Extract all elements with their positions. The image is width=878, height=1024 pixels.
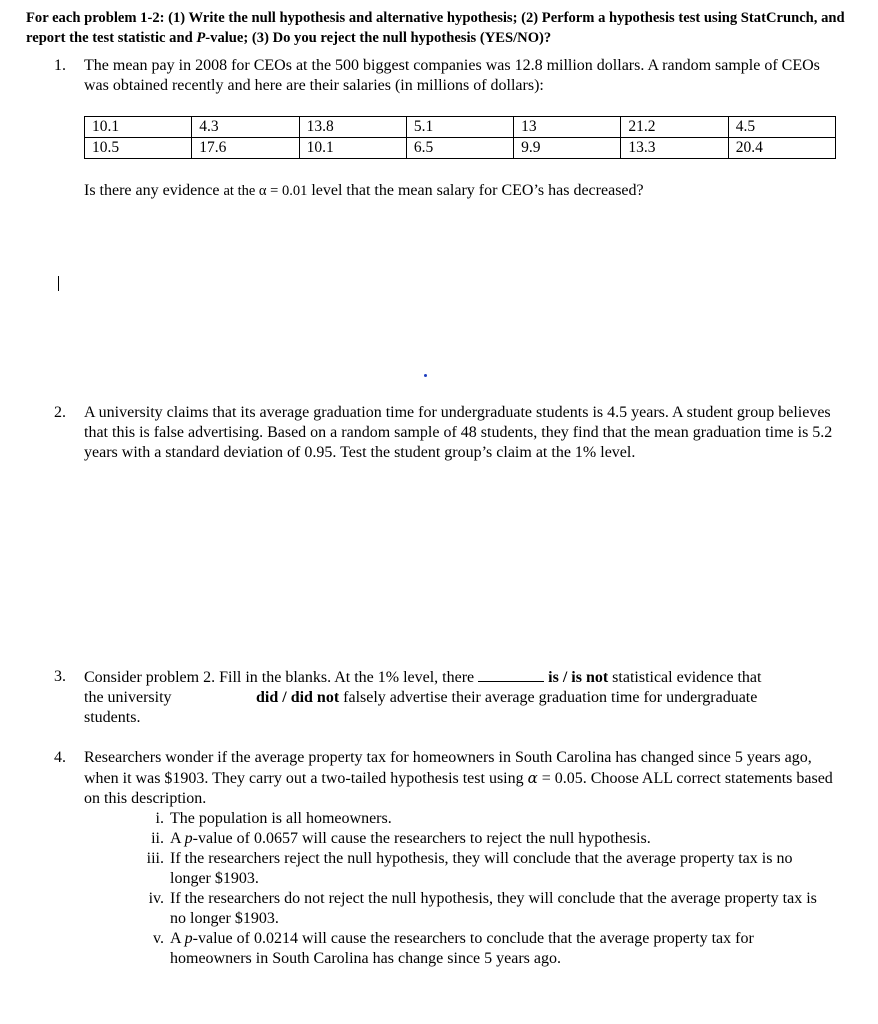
option-p-italic: p — [184, 930, 193, 947]
table-cell: 13.3 — [621, 138, 728, 159]
option-text: The population is all homeowners. — [170, 810, 392, 827]
option-numeral: iv. — [148, 890, 164, 907]
q3-line-1 — [84, 667, 834, 688]
question-number: 2. — [54, 404, 66, 421]
option-numeral: v. — [153, 930, 164, 947]
option-p-italic: p — [184, 830, 193, 847]
q3-text: falsely advertise their average graduation time for undergraduate — [339, 689, 758, 706]
table-cell: 10.1 — [85, 117, 192, 138]
list-item — [54, 829, 834, 849]
prompt-part: level that the mean salary for CEO’s has decreased? — [307, 182, 644, 199]
table-cell: 13.8 — [299, 117, 406, 138]
option-text: If the researchers reject the null hypothesis, they will conclude that the average property tax is no longer $1903. — [170, 850, 793, 887]
table-cell: 20.4 — [728, 138, 835, 159]
table-cell: 4.5 — [728, 117, 835, 138]
question-number: 1. — [54, 57, 66, 74]
option-text: -value of 0.0657 will cause the researchers to reject the null hypothesis. — [192, 830, 651, 847]
list-item — [54, 889, 834, 929]
question-number: 4. — [54, 749, 66, 766]
table-cell: 10.5 — [85, 138, 192, 159]
question-4-text — [84, 748, 834, 809]
instructions — [26, 8, 846, 48]
question-3-text — [84, 667, 834, 728]
question-4 — [54, 748, 834, 969]
table-row — [85, 138, 836, 159]
table-cell: 10.1 — [299, 138, 406, 159]
question-2 — [54, 403, 834, 463]
list-item — [54, 849, 834, 889]
option-text: If the researchers do not reject the null hypothesis, they will conclude that the average property tax is no longer $1903. — [170, 890, 817, 927]
fill-blank[interactable] — [478, 667, 544, 682]
text-cursor — [58, 276, 59, 291]
alpha-level: at the α = 0.01 — [223, 183, 308, 199]
list-item — [54, 809, 834, 829]
choice-did-did-not: did / did not — [256, 689, 340, 706]
option-text: A — [170, 930, 185, 947]
question-number: 3. — [54, 668, 66, 685]
q4-text: = 0.05. Choose ALL correct statements based on this description. — [84, 770, 833, 807]
answer-options — [54, 809, 834, 969]
question-2-text: A university claims that its average graduation time for undergraduate students is 4.5 years. A student group believes that this is false advertising. Based on a random sample of 48 students, they find that the mean graduation time is 5.2 years with a standard deviation of 0.95. Test the student group’s claim at the 1% level. — [84, 404, 833, 461]
table-cell: 6.5 — [406, 138, 513, 159]
stray-dot — [424, 374, 427, 377]
table-cell: 5.1 — [406, 117, 513, 138]
q3-line-2 — [84, 688, 834, 708]
table-cell: 21.2 — [621, 117, 728, 138]
choice-is-is-not: is / is not — [548, 669, 609, 686]
question-1 — [54, 56, 834, 96]
list-item — [54, 929, 834, 969]
question-3 — [54, 667, 834, 728]
question-1-text: The mean pay in 2008 for CEOs at the 500 biggest companies was 12.8 million dollars. A random sample of CEOs was obtained recently and here are their salaries (in millions of dollars): — [84, 57, 820, 94]
table-cell: 13 — [514, 117, 621, 138]
table-cell: 9.9 — [514, 138, 621, 159]
q3-text: Consider problem 2. Fill in the blanks. At the 1% level, there — [84, 669, 479, 686]
option-numeral: iii. — [146, 850, 164, 867]
alpha-symbol: α — [527, 769, 538, 787]
q4-text: Researchers wonder if the average property tax for homeowners in South Carolina has changed since 5 years ago, when it was $1903. They carry out a two-tailed hypothesis test using — [84, 749, 812, 787]
prompt-part: Is there any evidence — [84, 182, 224, 199]
q3-line-3: students. — [84, 709, 141, 726]
option-text: A — [170, 830, 185, 847]
instructions-part1: For each problem 1-2: (1) Write the null hypothesis and alternative hypothesis; (2) Perform a hypothesis test using StatCrunch, and report the test statistic and — [26, 10, 845, 46]
option-text: -value of 0.0214 will cause the researchers to conclude that the average property tax for homeowners in South Carolina has change since 5 years ago. — [170, 930, 754, 967]
table-cell: 17.6 — [192, 138, 299, 159]
question-1-prompt — [84, 181, 844, 201]
salary-table — [84, 116, 836, 159]
table-cell: 4.3 — [192, 117, 299, 138]
instructions-part2: -value; (3) Do you reject the null hypothesis (YES/NO)? — [205, 30, 552, 46]
option-numeral: i. — [155, 810, 164, 827]
table-row — [85, 117, 836, 138]
q3-text: the university — [84, 689, 172, 706]
option-numeral: ii. — [151, 830, 164, 847]
q3-text: statistical evidence that — [608, 669, 762, 686]
instructions-p-italic: P — [196, 30, 206, 46]
